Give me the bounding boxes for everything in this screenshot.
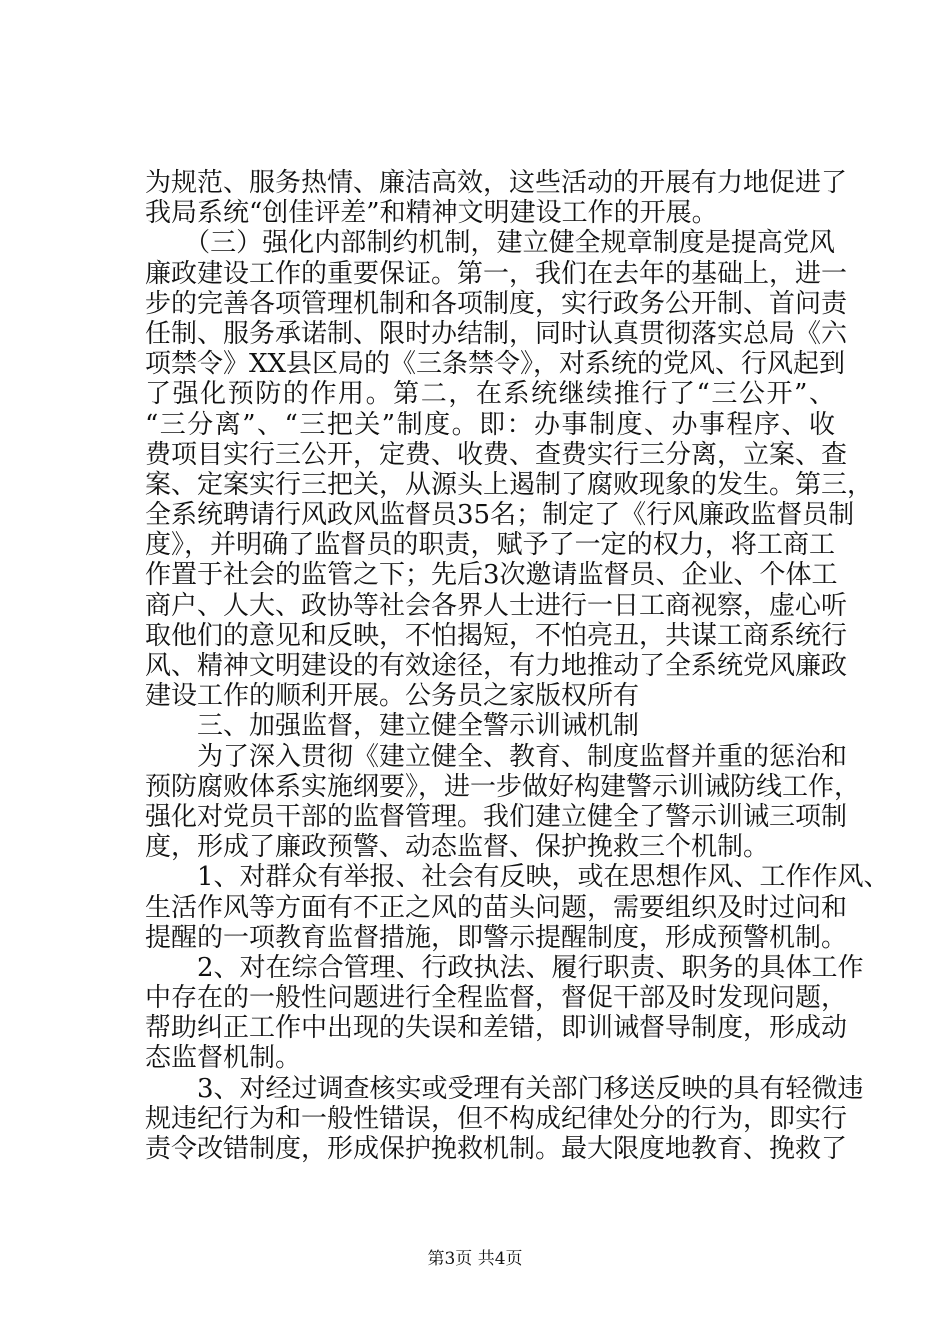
text-line: 态监督机制。: [145, 1043, 302, 1074]
text-line: 项禁令》XX县区局的《三条禁令》，对系统的党风、行风起到: [145, 349, 846, 380]
text-line: 任制、服务承诺制、限时办结制，同时认真贯彻落实总局《六: [145, 318, 848, 349]
text-line: 中存在的一般性问题进行全程监督，督促干部及时发现问题，: [145, 983, 848, 1014]
text-line: 生活作风等方面有不正之风的苗头问题，需要组织及时过问和: [145, 892, 848, 923]
text-line: 作置于社会的监管之下；先后3次邀请监督员、企业、个体工: [145, 560, 838, 591]
text-line: 步的完善各项管理机制和各项制度，实行政务公开制、首问责: [145, 288, 848, 319]
text-line: 度》，并明确了监督员的职责，赋予了一定的权力，将工商工: [145, 530, 835, 561]
text-line: 强化对党员干部的监督管理。我们建立健全了警示训诫三项制: [145, 801, 848, 832]
text-line: “三分离”、“三把关”制度。即：办事制度、办事程序、收: [145, 409, 835, 440]
text-line: 度，形成了廉政预警、动态监督、保护挽救三个机制。: [145, 832, 770, 863]
text-line: 我局系统“创佳评差”和精神文明建设工作的开展。: [145, 198, 718, 229]
text-line: 1、对群众有举报、社会有反映，或在思想作风、工作作风、: [145, 862, 890, 893]
text-line: 规违纪行为和一般性错误，但不构成纪律处分的行为，即实行: [145, 1103, 848, 1134]
text-line: 建设工作的顺利开展。公务员之家版权所有: [145, 681, 640, 712]
text-line: 风、精神文明建设的有效途径，有力地推动了全系统党风廉政: [145, 651, 848, 681]
text-line: 三、加强监督，建立健全警示训诫机制: [145, 711, 640, 742]
text-line: 3、对经过调查核实或受理有关部门移送反映的具有轻微违: [145, 1073, 864, 1104]
page-footer: 第3页 共4页: [427, 1249, 523, 1269]
text-line: 案、定案实行三把关，从源头上遏制了腐败现象的发生。第三，: [145, 469, 874, 500]
text-line: 帮助纠正工作中出现的失误和差错，即训诫督导制度，形成动: [145, 1013, 848, 1044]
text-line: 全系统聘请行风政风监督员35名；制定了《行风廉政监督员制: [145, 500, 855, 531]
text-line: 廉政建设工作的重要保证。第一，我们在去年的基础上，进一: [145, 258, 848, 289]
text-line: 商户、人大、政协等社会各界人士进行一日工商视察，虚心听: [145, 590, 848, 621]
text-line: 预防腐败体系实施纲要》，进一步做好构建警示训诫防线工作，: [145, 771, 861, 802]
text-line: 2、对在综合管理、行政执法、履行职责、职务的具体工作: [145, 952, 864, 983]
text-line: 费项目实行三公开，定费、收费、查费实行三分离，立案、查: [145, 439, 848, 470]
text-line: 提醒的一项教育监督措施，即警示提醒制度，形成预警机制。: [145, 922, 848, 953]
text-line: （三）强化内部制约机制，建立健全规章制度是提高党风: [145, 228, 835, 259]
text-line: 为规范、服务热情、廉洁高效，这些活动的开展有力地促进了: [145, 168, 848, 198]
text-line: 为了深入贯彻《建立健全、教育、制度监督并重的惩治和: [145, 741, 848, 772]
text-line: 取他们的意见和反映，不怕揭短，不怕亮丑，共谋工商系统行: [145, 620, 848, 651]
text-line: 责令改错制度，形成保护挽救机制。最大限度地教育、挽救了: [145, 1134, 848, 1164]
text-line: 了强化预防的作用。第二，在系统继续推行了“三公开”、: [145, 379, 835, 410]
body-text: [145, 168, 890, 1164]
